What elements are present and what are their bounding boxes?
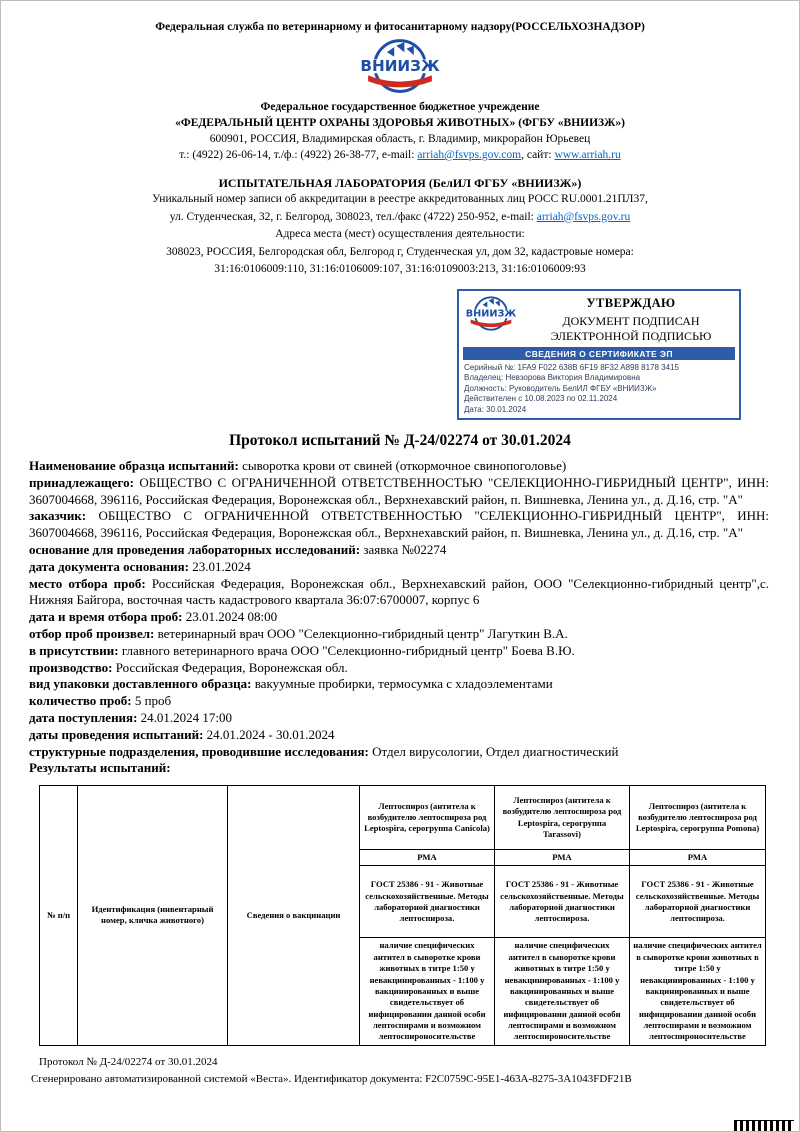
results-table [39,785,766,1045]
field-sampling-datetime: дата и время отбора проб: 23.01.2024 08:00 [29,609,278,625]
protocol-fields [1,458,799,777]
footer-protocol-number: Протокол № Д-24/02274 от 30.01.2024 [39,1055,218,1068]
stamp-position: Должность: Руководитель БелИЛ ФГБУ «ВНИИЗЖ» [464,383,657,393]
org-site-link[interactable]: www.arriah.ru [554,149,621,161]
lab-accreditation: Уникальный номер записи об аккредитации в реестре аккредитованных лиц РОСС RU.0001.21ПЛ37, [152,193,648,205]
contacts-mid: , сайт: [521,149,555,161]
interpretation-cell: наличие специфических антител в сыворотке крови животных в титре 1:50 у невакцинированных - 1:100 у вакцинированных и выше свидетельствует об инфицировании данной особи лептоспирами и возможном лептоспироносительстве [630,938,766,1045]
method-cell: РМА [360,850,495,866]
method-cell: РМА [495,850,630,866]
field-sampled-by: отбор проб произвел: ветеринарный врач ООО "Селекционно-гибридный центр" Лагуткин В.А. [29,625,568,641]
lab-cadastral-numbers: 31:16:0106009:110, 31:16:0106009:107, 31:16:0109003:213, 31:16:0106009:93 [214,263,586,275]
standard-cell: ГОСТ 25386 - 91 - Животные сельскохозяйственные. Методы лабораторной диагностики лептоспироза. [495,866,630,938]
lab-title: ИСПЫТАТЕЛЬНАЯ ЛАБОРАТОРИЯ (БелИЛ ФГБУ «ВНИИЗЖ») [218,176,582,190]
org-name: «ФЕДЕРАЛЬНЫЙ ЦЕНТР ОХРАНЫ ЗДОРОВЬЯ ЖИВОТНЫХ» (ФГБУ «ВНИИЗЖ») [175,117,625,129]
interpretation-cell: наличие специфических антител в сыворотке крови животных в титре 1:50 у невакцинированных - 1:100 у вакцинированных и выше свидетельствует об инфицировании данной особи лептоспирами и возможном лептоспироносительстве [360,938,495,1045]
stamp-cert-bar: СВЕДЕНИЯ О СЕРТИФИКАТЕ ЭП [463,347,735,360]
stamp-validity: Действителен с 10.08.2023 по 02.11.2024 [464,394,618,403]
interpretation-cell: наличие специфических антител в сыворотке крови животных в титре 1:50 у невакцинированных - 1:100 у вакцинированных и выше свидетельствует об инфицировании данной особи лептоспирами и возможном лептоспироносительстве [495,938,630,1045]
field-test-dates: даты проведения испытаний: 24.01.2024 - 30.01.2024 [29,726,335,742]
field-production: производство: Российская Федерация, Воронежская обл. [29,659,348,675]
lab-email-link[interactable]: arriah@fsvps.gov.ru [536,210,631,223]
field-packaging: вид упаковки доставленного образца: вакуумные пробирки, термосумка с хладоэлементами [29,676,553,692]
table-header-id: Идентификация (инвентарный номер, кличка животного) [78,786,228,1045]
results-heading: Результаты испытаний: [29,760,171,776]
footer-generated-line: Сгенерировано автоматизированной системой «Веста». Идентификатор документа: F2C0759C-95E1-463A-8275-3A1043FDF21B [31,1072,632,1085]
test-name-cell: Лептоспироз (антитела к возбудителю лептоспироза род Leptospira, серогруппа Tarassovi) [495,786,630,850]
stamp-signed-line2: ЭЛЕКТРОННОЙ ПОДПИСЬЮ [550,328,712,343]
lab-address [1,209,799,227]
test-name-cell: Лептоспироз (антитела к возбудителю лептоспироза род Leptospira, серогруппа Canicola) [360,786,495,850]
contacts-prefix: т.: (4922) 26-06-14, т./ф.: (4922) 26-38-77, e-mail: [179,149,418,161]
agency-line: Федеральная служба по ветеринарному и фитосанитарному надзору(РОССЕЛЬХОЗНАДЗОР) [155,21,645,33]
field-witness: в присутствии: главного ветеринарного врача ООО "Селекционно-гибридный центр" Боева В.Ю. [29,642,575,658]
digital-signature-stamp [457,289,741,421]
org-email-link[interactable]: arriah@fsvps.gov.com [417,149,522,161]
test-name-cell: Лептоспироз (антитела к возбудителю лептоспироза род Leptospira, серогруппа Pomona) [630,786,766,850]
org-address: 600901, РОССИЯ, Владимирская область, г. Владимир, микрорайон Юрьевец [209,133,591,145]
field-sample-count: количество проб: 5 проб [29,693,172,709]
field-departments: структурные подразделения, проводившие исследования: Отдел вирусологии, Отдел диагностический [29,743,619,759]
org-contacts [1,147,799,163]
org-type: Федеральное государственное бюджетное учреждение [260,101,540,113]
field-basis: основание для проведения лабораторных исследований: заявка №02274 [29,541,447,557]
stamp-owner: Владелец: Невзорова Виктория Владимировна [464,373,641,382]
field-sample-name: Наименование образца испытаний: сыворотка крови от свиней (откормочное свинопоголовье) [29,458,567,473]
field-sampling-place: место отбора проб: Российская Федерация, Воронежская обл., Верхнехавский район, ООО "Селекционно-гибридный центр",с. Нижняя Байгора, восточная часть кадастрового квартала 36:07:6700007, корпус 6 [29,575,770,608]
stamp-vniizh-logo-icon [463,295,519,332]
lab-activity-label: Адреса места (мест) осуществления деятельности: [275,228,525,240]
field-owner: принадлежащего: ОБЩЕСТВО С ОГРАНИЧЕННОЙ ОТВЕТСТВЕННОСТЬЮ "СЕЛЕКЦИОННО-ГИБРИДНЫЙ ЦЕНТР", ИНН: 3607004668, 396116, Российская Федерация, Воронежская обл., Верхнехавский район, п. Вишневка, Ленина ул., д. Д.16, стр. "А" [29,474,770,507]
standard-cell: ГОСТ 25386 - 91 - Животные сельскохозяйственные. Методы лабораторной диагностики лептоспироза. [630,866,766,938]
field-basis-date: дата документа основания: 23.01.2024 [29,558,251,574]
lab-address-prefix: ул. Студенческая, 32, г. Белгород, 308023, тел./факс (4722) 250-952, e-mail: [169,210,537,223]
vniizh-logo-icon [354,37,446,95]
stamp-signed-line1: ДОКУМЕНТ ПОДПИСАН [562,313,700,328]
table-header-vacc: Сведения о вакцинации [228,786,360,1045]
stamp-approve-label: УТВЕРЖДАЮ [586,295,676,310]
standard-cell: ГОСТ 25386 - 91 - Животные сельскохозяйственные. Методы лабораторной диагностики лептоспироза. [360,866,495,938]
stamp-date: Дата: 30.01.2024 [464,404,527,414]
field-customer: заказчик: ОБЩЕСТВО С ОГРАНИЧЕННОЙ ОТВЕТСТВЕННОСТЬЮ "СЕЛЕКЦИОННО-ГИБРИДНЫЙ ЦЕНТР", ИНН: 3607004668, 396116, Российская Федерация, Воронежская обл., Верхнехавский район, п. Вишневка, Ленина ул., д. Д.16, стр. "А" [29,508,770,541]
method-cell: РМА [630,850,766,866]
stamp-serial: Серийный №: 1FA9 F022 638B 6F19 8F32 A898 8178 3415 [464,362,679,372]
table-header-num: № п/п [40,786,78,1045]
qr-code-fragment [734,1120,794,1131]
page-title: Протокол испытаний № Д-24/02274 от 30.01.2024 [229,432,571,449]
field-received-date: дата поступления: 24.01.2024 17:00 [29,709,233,725]
lab-activity-address: 308023, РОССИЯ, Белгородская обл, Белгород г, Студенческая ул, дом 32, кадастровые номера: [166,245,634,258]
